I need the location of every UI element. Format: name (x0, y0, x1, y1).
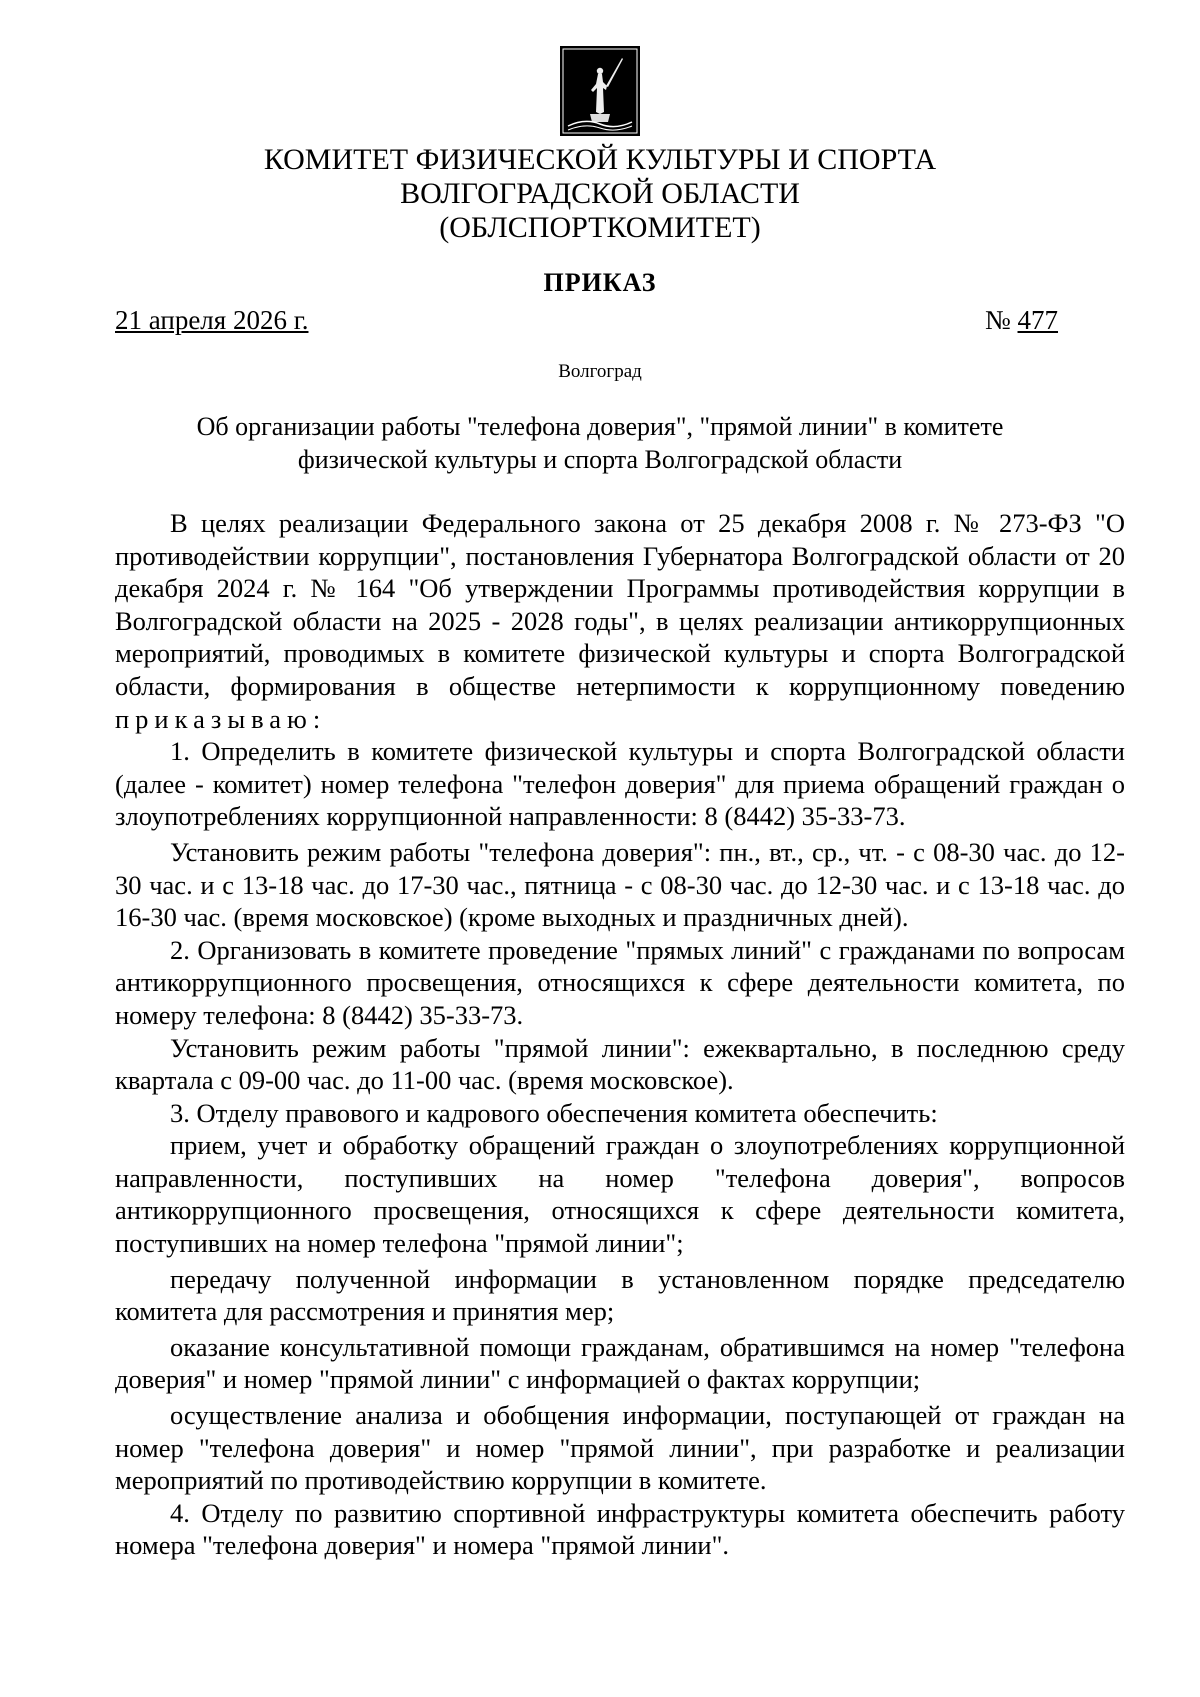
paragraph-1-schedule: Установить режим работы "телефона доверия": пн., вт., ср., чт. - с 08-30 час. до 12-30 час. и с 13-18 час. до 17-30 час., пятница - с 08-30 час. до 12-30 час. и с 13-18 час. до 16-30 час. (время московское) (кроме выходных и праздничных дней). (115, 836, 1125, 933)
paragraph-3a: прием, учет и обработку обращений граждан о злоупотреблениях коррупционной направленности, поступивших на номер "телефона доверия", вопросов антикоррупционного просвещения, относящихся к сфере деятельности комитета, поступивших на номер телефона "прямой линии"; (115, 1130, 1125, 1259)
paragraph-4: 4. Отделу по развитию спортивной инфраструктуры комитета обеспечить работу номера "телефона доверия" и номера "прямой линии". (115, 1497, 1125, 1561)
document-subject (130, 410, 1070, 476)
number-prefix: № (985, 305, 1011, 335)
preamble-text: В целях реализации Федерального закона от 25 декабря 2008 г. № 273-ФЗ "О противодействии коррупции", постановления Губернатора Волгоградской области от 20 декабря 2024 г. № 164 "Об утверждении Программы противодействия коррупции в Волгоградской области на 2025 - 2028 годы", в целях реализации антикоррупционных мероприятий, проводимых в комитете физической культуры и спорта Волгоградской области, формирования в обществе нетерпимости к коррупционному поведению (115, 508, 1125, 701)
document-city: Волгоград (558, 361, 642, 382)
paragraph-2: 2. Организовать в комитете проведение "прямых линий" с гражданами по вопросам антикоррупционного просвещения, относящихся к сфере деятельности комитета, по номеру телефона: 8 (8442) 35-33-73. (115, 934, 1125, 1030)
document-body (115, 507, 1125, 1562)
paragraph-3c: оказание консультативной помощи гражданам, обратившимся на номер "телефона доверия" и номер "прямой линии" с информацией о фактах коррупции; (115, 1331, 1125, 1395)
org-name-line-1: КОМИТЕТ ФИЗИЧЕСКОЙ КУЛЬТУРЫ И СПОРТА (263, 143, 937, 176)
paragraph-3b: передачу полученной информации в установленном порядке председателю комитета для рассмотрения и принятия мер; (115, 1263, 1125, 1327)
preamble-paragraph (115, 507, 1125, 735)
org-short-name: (ОБЛСПОРТКОМИТЕТ) (439, 211, 761, 244)
paragraph-3d: осуществление анализа и обобщения информации, поступающей от граждан на номер "телефона доверия" и номер "прямой линии", при разработке и реализации мероприятий по противодействию коррупции в комитете. (115, 1400, 1125, 1496)
coat-of-arms-icon (560, 46, 640, 136)
paragraph-2-schedule: Установить режим работы "прямой линии": ежеквартально, в последнюю среду квартала с 09-00 час. до 11-00 час. (время московское). (115, 1032, 1125, 1096)
subject-line-2: физической культуры и спорта Волгоградской области (297, 445, 903, 474)
order-word: приказываю: (115, 703, 327, 734)
subject-line-1: Об организации работы "телефона доверия", "прямой линии" в комитете (196, 412, 1004, 441)
paragraph-3: 3. Отделу правового и кадрового обеспечения комитета обеспечить: (170, 1097, 938, 1128)
paragraph-1: 1. Определить в комитете физической культуры и спорта Волгоградской области (далее - комитет) номер телефона "телефон доверия" для приема обращений граждан о злоупотреблениях коррупционной направленности: 8 (8442) 35-33-73. (115, 736, 1125, 832)
document-type: ПРИКАЗ (543, 268, 657, 297)
number-value: 477 (1017, 305, 1059, 335)
document-date: 21 апреля 2026 г. (115, 305, 309, 335)
document-number (985, 304, 1058, 336)
org-name-line-2: ВОЛГОГРАДСКОЙ ОБЛАСТИ (400, 177, 800, 210)
